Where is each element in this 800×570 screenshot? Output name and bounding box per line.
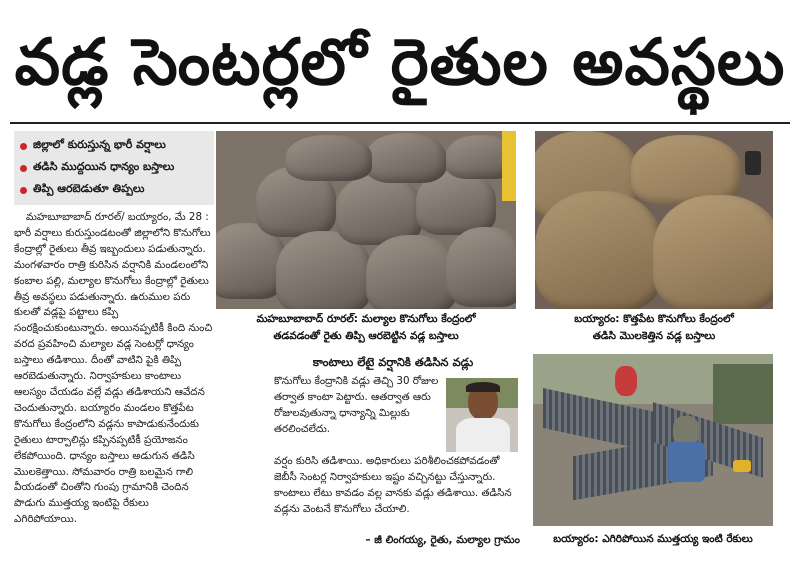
caption-bottom-right: బయ్యారం: ఎగిరిపోయిన ముత్తయ్య ఇంటి రేకులు	[553, 533, 753, 545]
photo-sprouted-sacks	[535, 131, 773, 309]
article-column-1	[14, 210, 214, 555]
farmer-quote-text-bottom: వర్షం కురిసి తడిశాయి. అధికారులు పరిశీలించకపోవడంతో జెబీసీ సెంటర్ల నిర్వాహకులు ఇష్టం వచ్చినట్టు చేస్తున్నారు. కాంటాలు లేటు కావడం వల్ల వానకు వడ్లు తడిశాయి. తడిసిన వడ్లను వెంటనే కొనుగోలు చేయాలి.	[274, 455, 512, 515]
farmer-quote-heading: కాంటాలు లేటై వర్షానికి తడిసిన వడ్లు	[312, 355, 474, 369]
highlight-item: జిల్లాలో కురుస్తున్న భారీ వర్షాలు	[20, 135, 208, 157]
caption-main-line-1: మహబూబాబాద్ రూరల్: మల్యాల కొనుగోలు కేంద్రంలో	[256, 313, 476, 325]
bullet-dot-icon	[20, 165, 27, 172]
article-text: మహబూబాబాద్ రూరల్/ బయ్యారం, మే 28 : భారీ వర్షాలు కురుస్తుండటంతో జిల్లాలోని కొనుగోలు కేంద్రాల్లో రైతులు తీవ్ర ఇబ్బందులు పడుతున్నారు. మంగళవారం రాత్రి కురిసిన వర్షానికి మండలంలోని కంబాల పల్లి, మల్యాల కొనుగోలు కేంద్రాల్లో రైతులు తీవ్ర అవస్థలు పడుతున్నారు. ఉరుముల పరు కులతో వడ్లపై పట్టాలు కప్పి సంరక్షించుకుంటున్నారు. అయినప్పటికీ కింది నుంచి వరద ప్రవహించి మల్యాల వడ్ల సెంటర్లో ధాన్యం బస్తాలు తడిశాయి. దీంతో వాటిని పైకి తిప్పి ఆరబెడుతున్నారు. నిర్వాహకులు కాంటాలు ఆలస్యం చేయడం వల్లే వడ్లు తడిశాయని ఆవేదన చెందుతున్నారు. బయ్యారం మండలం కొత్తపేట కొనుగోలు కేంద్రంలోని వడ్లను కాపాడుకునేందుకు రైతులు టార్పాలిన్లు కప్పినప్పటికీ ప్రయోజనం లేకపోయింది. ధాన్యం బస్తాలు అడుగున తడిసి మొలకెత్తాయి. సోమవారం రాత్రి బలమైన గాలి వీయడంతో చింతోని గుంపు గ్రామానికి చెందిన పొడుగు ముత్తయ్య ఇంటిపై రేకులు ఎగిరిపోయాయి.	[14, 211, 213, 526]
headline-rule	[10, 122, 790, 124]
bullet-dot-icon	[20, 187, 27, 194]
photo-drying-sacks	[216, 131, 516, 309]
highlight-item: తడిసి ముద్దయిన ధాన్యం బస్తాలు	[20, 157, 208, 179]
bullet-dot-icon	[20, 143, 27, 150]
farmer-quote-text-top: కొనుగోలు కేంద్రానికి వడ్లు తెచ్చి 30 రోజుల తర్వాత కాంటా పెట్టారు. ఆతర్వాత ఆరు రోజులవుతున్నా ధాన్యాన్ని మిల్లుకు తరలించలేదు.	[274, 375, 439, 435]
page-headline: వడ్ల సెంటర్లలో రైతుల అవస్థలు	[14, 26, 786, 100]
caption-right-line-1: బయ్యారం: కొత్తపేట కొనుగోలు కేంద్రంలో	[574, 313, 734, 325]
caption-right-line-2: తడిసి మొలకెత్తిన వడ్ల బస్తాలు	[592, 330, 716, 342]
farmer-portrait	[446, 378, 518, 452]
photo-blown-roof-sheets	[533, 354, 773, 526]
highlight-item: తిప్పి ఆరబెడుతూ తిప్పలు	[20, 179, 208, 201]
highlights-box	[14, 131, 214, 205]
quote-signature: – జీ లింగయ్య, రైతు, మల్యాల గ్రామం	[365, 534, 520, 546]
caption-main-line-2: తడవడంతో రైతు తిప్పి ఆరబెట్టిన వడ్ల బస్తాలు	[273, 330, 459, 342]
